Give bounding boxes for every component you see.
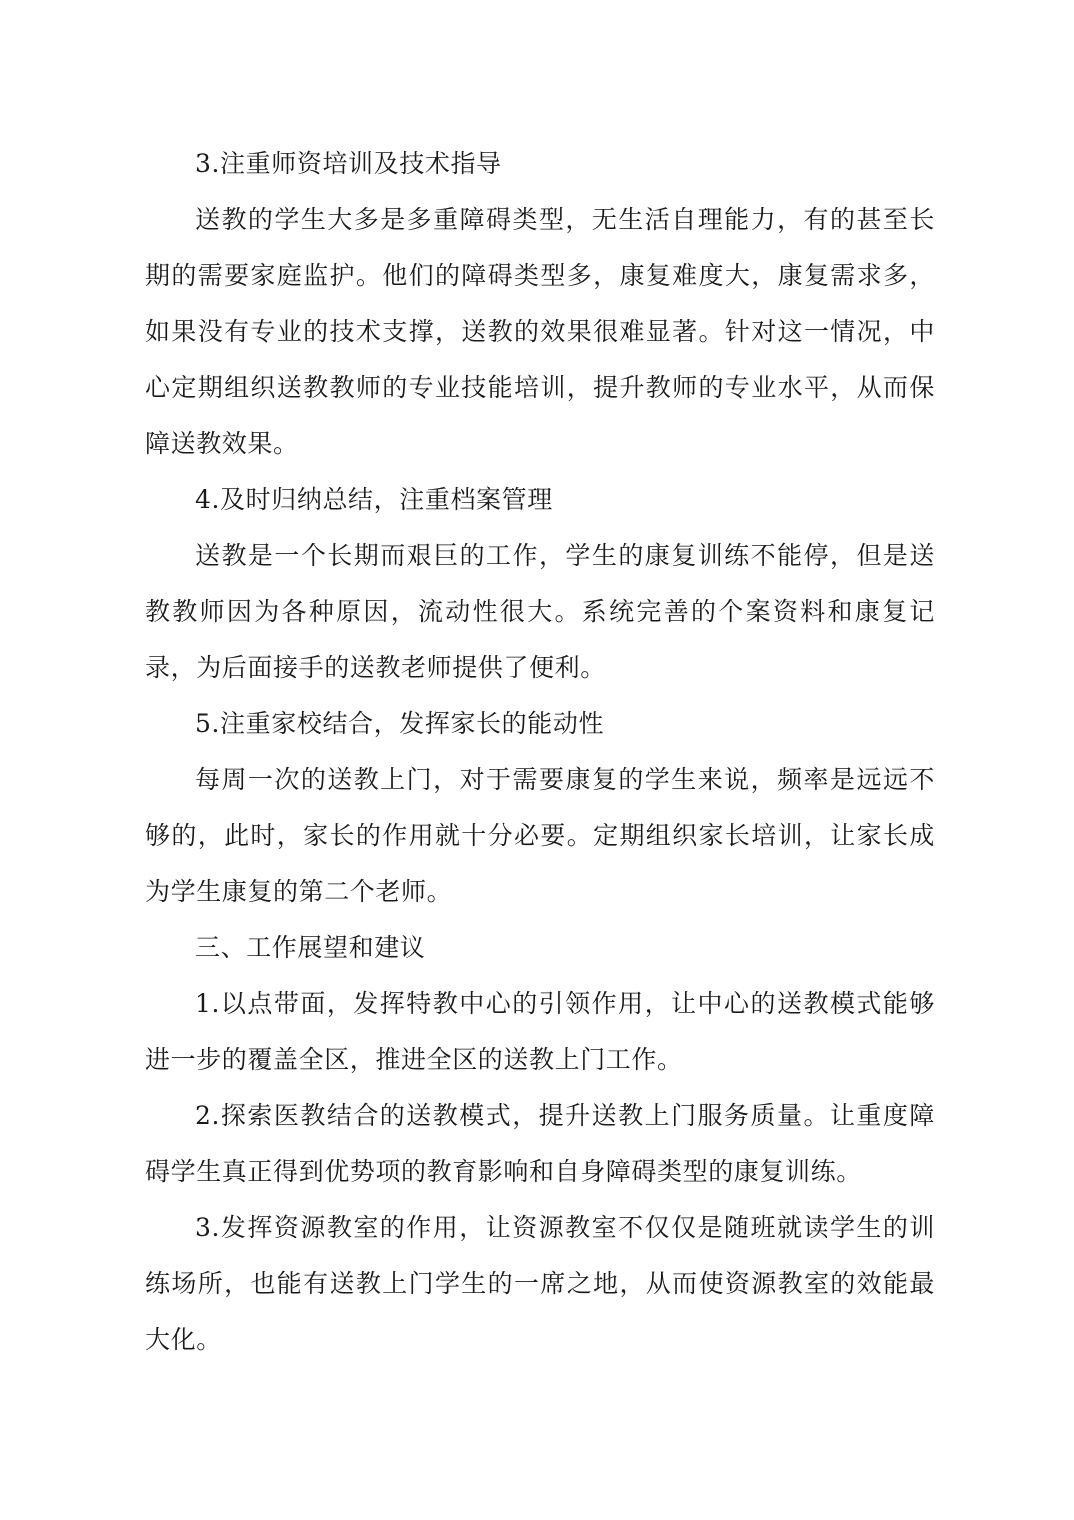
section-heading-teacher-training: 3.注重师资培训及技术指导: [195, 149, 502, 178]
section-heading-archive-management: 4.及时归纳总结，注重档案管理: [195, 485, 553, 514]
section-heading-home-school: 5.注重家校结合，发挥家长的能动性: [195, 709, 605, 738]
chapter-heading-outlook: 三、工作展望和建议: [195, 933, 426, 962]
suggestion-item-3: 3.发挥资源教室的作用，让资源教室不仅仅是随班就读学生的训练场所，也能有送教上门学生的一席之地，从而使资源教室的效能最大化。: [145, 1213, 935, 1354]
paragraph-teacher-training: 送教的学生大多是多重障碍类型，无生活自理能力，有的甚至长期的需要家庭监护。他们的障碍类型多，康复难度大，康复需求多，如果没有专业的技术支撑，送教的效果很难显著。针对这一情况，中心定期组织送教教师的专业技能培训，提升教师的专业水平，从而保障送教效果。: [145, 205, 935, 458]
document-body: [145, 136, 935, 1368]
suggestion-item-2: 2.探索医教结合的送教模式，提升送教上门服务质量。让重度障碍学生真正得到优势项的教育影响和自身障碍类型的康复训练。: [145, 1101, 935, 1186]
paragraph-home-school: 每周一次的送教上门，对于需要康复的学生来说，频率是远远不够的，此时，家长的作用就十分必要。定期组织家长培训，让家长成为学生康复的第二个老师。: [145, 765, 935, 906]
paragraph-archive-management: 送教是一个长期而艰巨的工作，学生的康复训练不能停，但是送教教师因为各种原因，流动性很大。系统完善的个案资料和康复记录，为后面接手的送教老师提供了便利。: [145, 541, 935, 682]
suggestion-item-1: 1.以点带面，发挥特教中心的引领作用，让中心的送教模式能够进一步的覆盖全区，推进全区的送教上门工作。: [145, 989, 935, 1074]
